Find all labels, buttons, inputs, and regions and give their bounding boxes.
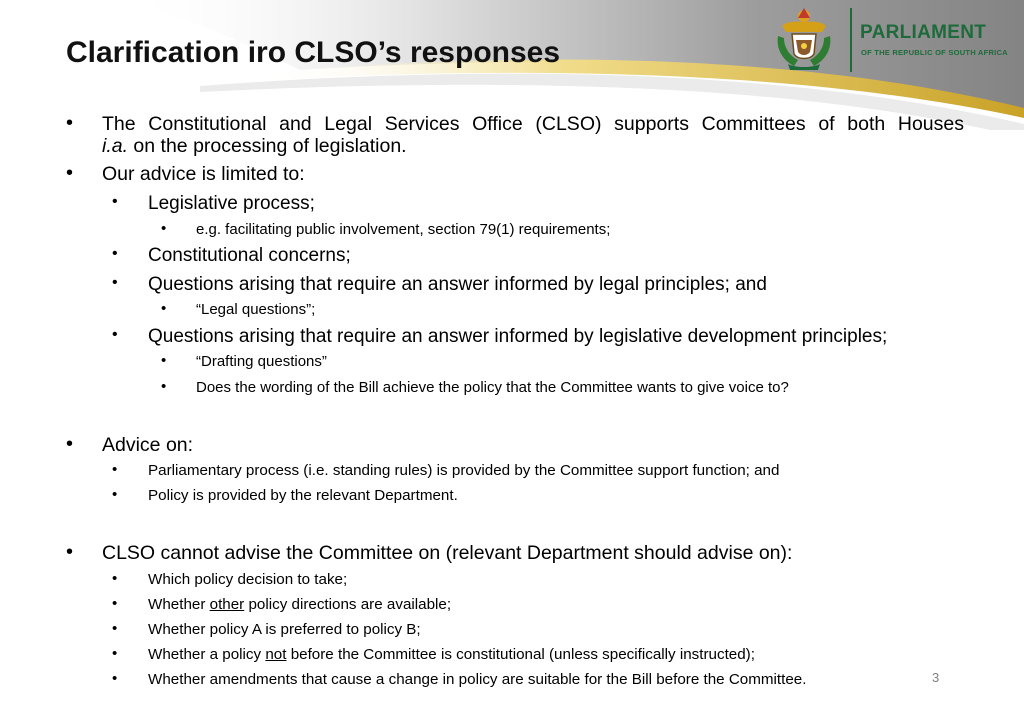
page-number: 3 (932, 670, 940, 685)
bullet-clso-cannot-advise (66, 541, 793, 564)
bullet-text: Parliamentary process (i.e. standing rules) is provided by the Committee support function; and (148, 462, 780, 479)
bullet-text: “Legal questions”; (196, 301, 316, 318)
bullet-dot: • (112, 193, 118, 210)
bullet-dot: • (112, 245, 118, 262)
bullet-policy-a-vs-b (112, 620, 421, 638)
bullet-dot: • (161, 378, 167, 395)
bullet-constitutional-concerns (112, 245, 351, 267)
bullet-dot: • (112, 274, 118, 291)
underlined-word: other (209, 596, 245, 613)
bullet-text-line2 (102, 135, 964, 157)
bullet-advice-on (66, 433, 194, 456)
bullet-text: Advice on: (102, 434, 194, 456)
bullet-text: CLSO cannot advise the Committee on (relevant Department should advise on): (102, 542, 793, 564)
bullet-text: Which policy decision to take; (148, 571, 348, 588)
bullet-dot: • (161, 352, 167, 369)
bullet-text: Legislative process; (148, 193, 315, 214)
bullet-text-post: policy directions are available; (244, 596, 452, 613)
brand-name: PARLIAMENT (860, 22, 987, 43)
bullet-legal-questions (161, 300, 316, 318)
bullet-wording-of-bill (161, 378, 789, 396)
bullet-parliamentary-process (112, 461, 780, 479)
underlined-word: not (265, 646, 287, 663)
bullet-dot: • (161, 300, 167, 317)
bullet-dot: • (112, 486, 118, 503)
bullet-legislative-development (112, 326, 888, 348)
bullet-advice-limited (66, 162, 305, 185)
bullet-text: Questions arising that require an answer informed by legal principles; and (148, 274, 767, 295)
bullet-text: Questions arising that require an answer informed by legislative development principles; (148, 326, 888, 347)
bullet-text: Does the wording of the Bill achieve the policy that the Committee wants to give voice to? (196, 379, 789, 396)
bullet-clso-supports (66, 112, 964, 158)
bullet-text-post: before the Committee is constitutional (unless specifically instructed); (286, 646, 755, 663)
bullet-amendments-suitable (112, 670, 807, 688)
bullet-which-policy (112, 570, 348, 588)
bullet-text: Whether amendments that cause a change in policy are suitable for the Bill before the Committee. (148, 671, 807, 688)
bullet-drafting-questions (161, 352, 327, 370)
bullet-dot: • (112, 645, 118, 662)
page-title: Clarification iro CLSO’s responses (66, 36, 561, 69)
bullet-dot: • (66, 433, 74, 455)
logo-divider (850, 8, 852, 72)
bullet-text-pre: Whether a policy (148, 646, 266, 663)
bullet-policy-not-before (112, 645, 755, 663)
parliament-logo (772, 4, 1022, 76)
bullet-dot: • (66, 541, 74, 563)
bullet-text: “Drafting questions” (196, 353, 327, 370)
bullet-text-pre: Whether (148, 596, 210, 613)
bullet-dot: • (112, 570, 118, 587)
bullet-legal-principles (112, 274, 767, 296)
bullet-text: Constitutional concerns; (148, 245, 351, 266)
bullet-text: e.g. facilitating public involvement, section 79(1) requirements; (196, 221, 611, 238)
bullet-dot: • (66, 162, 74, 184)
ia-abbrev: i.a. (102, 135, 129, 158)
brand-subtitle: OF THE REPUBLIC OF SOUTH AFRICA (861, 48, 1008, 57)
bullet-dot: • (112, 670, 118, 687)
bullet-text-line1: The Constitutional and Legal Services Office (CLSO) supports Committees of both Houses (102, 113, 964, 135)
bullet-legislative-process (112, 193, 315, 215)
bullet-dot: • (161, 220, 167, 237)
bullet-dot: • (112, 620, 118, 637)
bullet-dot: • (66, 112, 74, 134)
south-africa-coat-of-arms-icon (772, 6, 836, 72)
bullet-dot: • (112, 461, 118, 478)
bullet-dot: • (112, 326, 118, 343)
bullet-text: Our advice is limited to: (102, 163, 305, 185)
bullet-text: Policy is provided by the relevant Department. (148, 487, 458, 504)
bullet-other-policy-directions (112, 595, 452, 613)
bullet-dot: • (112, 595, 118, 612)
bullet-text: Whether policy A is preferred to policy B; (148, 621, 421, 638)
bullet-policy-department (112, 486, 458, 504)
bullet-text-rest: on the processing of legislation. (128, 135, 407, 158)
bullet-eg-public-involvement (161, 220, 611, 238)
